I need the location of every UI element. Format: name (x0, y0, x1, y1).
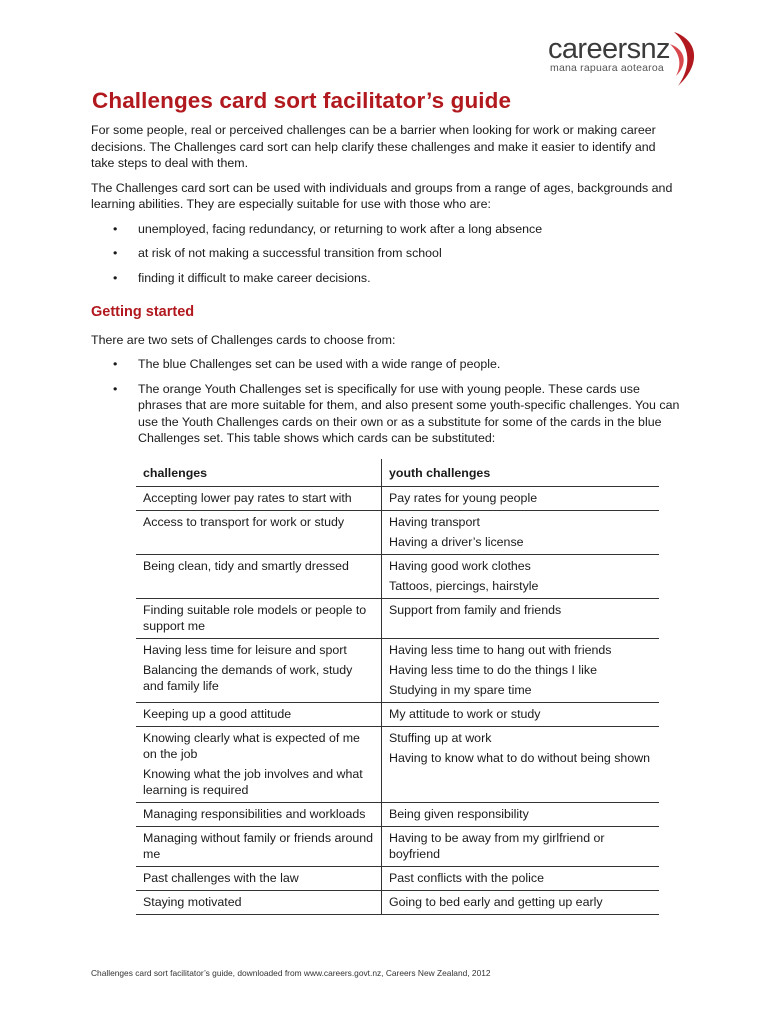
table-row (136, 510, 659, 554)
table-row (136, 486, 659, 510)
challenge-text: Balancing the demands of work, study and family life (143, 662, 353, 693)
youth-challenge-text: Stuffing up at work (389, 730, 492, 745)
document-body (91, 122, 681, 915)
challenge-text: Keeping up a good attitude (143, 706, 292, 721)
intro-paragraph-2: The Challenges card sort can be used with individuals and groups from a range of ages, backgrounds and learning abilities. They are especially suitable for use with those who are: (91, 180, 673, 211)
youth-challenge-text: My attitude to work or study (389, 706, 541, 721)
youth-challenge-text: Being given responsibility (389, 806, 529, 821)
list-item: • The blue Challenges set can be used with a wide range of people. (91, 356, 681, 373)
table-body (136, 486, 659, 914)
challenge-cell (136, 486, 382, 510)
challenge-cell (136, 826, 382, 866)
youth-challenge-text: Having a driver’s license (389, 534, 524, 549)
list-item: • finding it difficult to make career decisions. (91, 270, 681, 287)
column-header-challenges: challenges (136, 459, 382, 487)
table-row (136, 702, 659, 726)
challenge-cell (136, 510, 382, 554)
table-row (136, 554, 659, 598)
list-item: • unemployed, facing redundancy, or returning to work after a long absence (91, 221, 681, 238)
youth-challenge-text: Having less time to hang out with friends (389, 642, 612, 657)
list-item: • at risk of not making a successful transition from school (91, 245, 681, 262)
youth-challenge-cell (382, 802, 660, 826)
card-sets-list (91, 356, 681, 447)
getting-started-lead: There are two sets of Challenges cards to choose from: (91, 332, 396, 347)
youth-challenge-cell (382, 598, 660, 638)
youth-challenge-text: Studying in my spare time (389, 682, 532, 697)
challenge-text: Being clean, tidy and smartly dressed (143, 558, 349, 573)
challenge-cell (136, 598, 382, 638)
youth-challenge-text: Having transport (389, 514, 480, 529)
getting-started-heading: Getting started (91, 304, 195, 320)
youth-challenge-text: Past conflicts with the police (389, 870, 544, 885)
table-row (136, 598, 659, 638)
youth-challenge-cell (382, 826, 660, 866)
challenge-cell (136, 726, 382, 802)
challenge-text: Managing responsibilities and workloads (143, 806, 366, 821)
youth-challenge-text: Pay rates for young people (389, 490, 538, 505)
challenge-cell (136, 554, 382, 598)
challenge-cell (136, 638, 382, 702)
youth-challenge-text: Having less time to do the things I like (389, 662, 597, 677)
table-row (136, 802, 659, 826)
challenge-cell (136, 802, 382, 826)
youth-challenge-text: Having good work clothes (389, 558, 531, 573)
table-header-row (136, 459, 659, 487)
youth-challenge-text: Having to be away from my girlfriend or boyfriend (389, 830, 605, 861)
table-row (136, 826, 659, 866)
youth-challenge-text: Going to bed early and getting up early (389, 894, 603, 909)
table-row (136, 866, 659, 890)
logo-wordmark: careersnz (548, 33, 670, 65)
substitution-table (136, 459, 659, 915)
youth-challenge-text: Tattoos, piercings, hairstyle (389, 578, 539, 593)
challenge-text: Past challenges with the law (143, 870, 299, 885)
youth-challenge-cell (382, 702, 660, 726)
challenge-text: Accepting lower pay rates to start with (143, 490, 352, 505)
youth-challenge-cell (382, 486, 660, 510)
challenge-cell (136, 890, 382, 914)
youth-challenge-cell (382, 554, 660, 598)
list-item: • The orange Youth Challenges set is specifically for use with young people. These cards use phrases that are more suitable for them, and also present some youth-specific challenges. You can use the Youth Challenges cards on their own or as a substitute for some of the cards in the blue Challenges set. This table shows which cards can be substituted: (91, 381, 681, 447)
youth-challenge-cell (382, 510, 660, 554)
challenge-text: Knowing what the job involves and what learning is required (143, 766, 363, 797)
challenge-cell (136, 702, 382, 726)
column-header-youth-challenges: youth challenges (382, 459, 660, 487)
table-row (136, 726, 659, 802)
challenge-text: Finding suitable role models or people to support me (143, 602, 367, 633)
intro-paragraph-1: For some people, real or perceived challenges can be a barrier when looking for work or making career decisions. The Challenges card sort can help clarify these challenges and make it easier to identify and take steps to deal with them. (91, 123, 656, 170)
suitable-for-list (91, 221, 681, 287)
youth-challenge-text: Having to know what to do without being shown (389, 750, 651, 765)
page-title: Challenges card sort facilitator’s guide (92, 88, 512, 113)
challenge-text: Having less time for leisure and sport (143, 642, 347, 657)
logo-tagline: mana rapuara aotearoa (550, 62, 664, 74)
youth-challenge-cell (382, 866, 660, 890)
youth-challenge-text: Support from family and friends (389, 602, 562, 617)
challenge-text: Staying motivated (143, 894, 242, 909)
youth-challenge-cell (382, 890, 660, 914)
challenge-text: Knowing clearly what is expected of me on the job (143, 730, 360, 761)
challenge-cell (136, 866, 382, 890)
careersnz-logo (540, 30, 700, 90)
table-row (136, 638, 659, 702)
youth-challenge-cell (382, 638, 660, 702)
challenge-text: Access to transport for work or study (143, 514, 345, 529)
youth-challenge-cell (382, 726, 660, 802)
page-footer: Challenges card sort facilitator’s guide, downloaded from www.careers.govt.nz, Careers New Zealand, 2012 (91, 968, 491, 978)
logo-swoosh-icon (668, 30, 704, 88)
challenge-text: Managing without family or friends around me (143, 830, 374, 861)
table-row (136, 890, 659, 914)
